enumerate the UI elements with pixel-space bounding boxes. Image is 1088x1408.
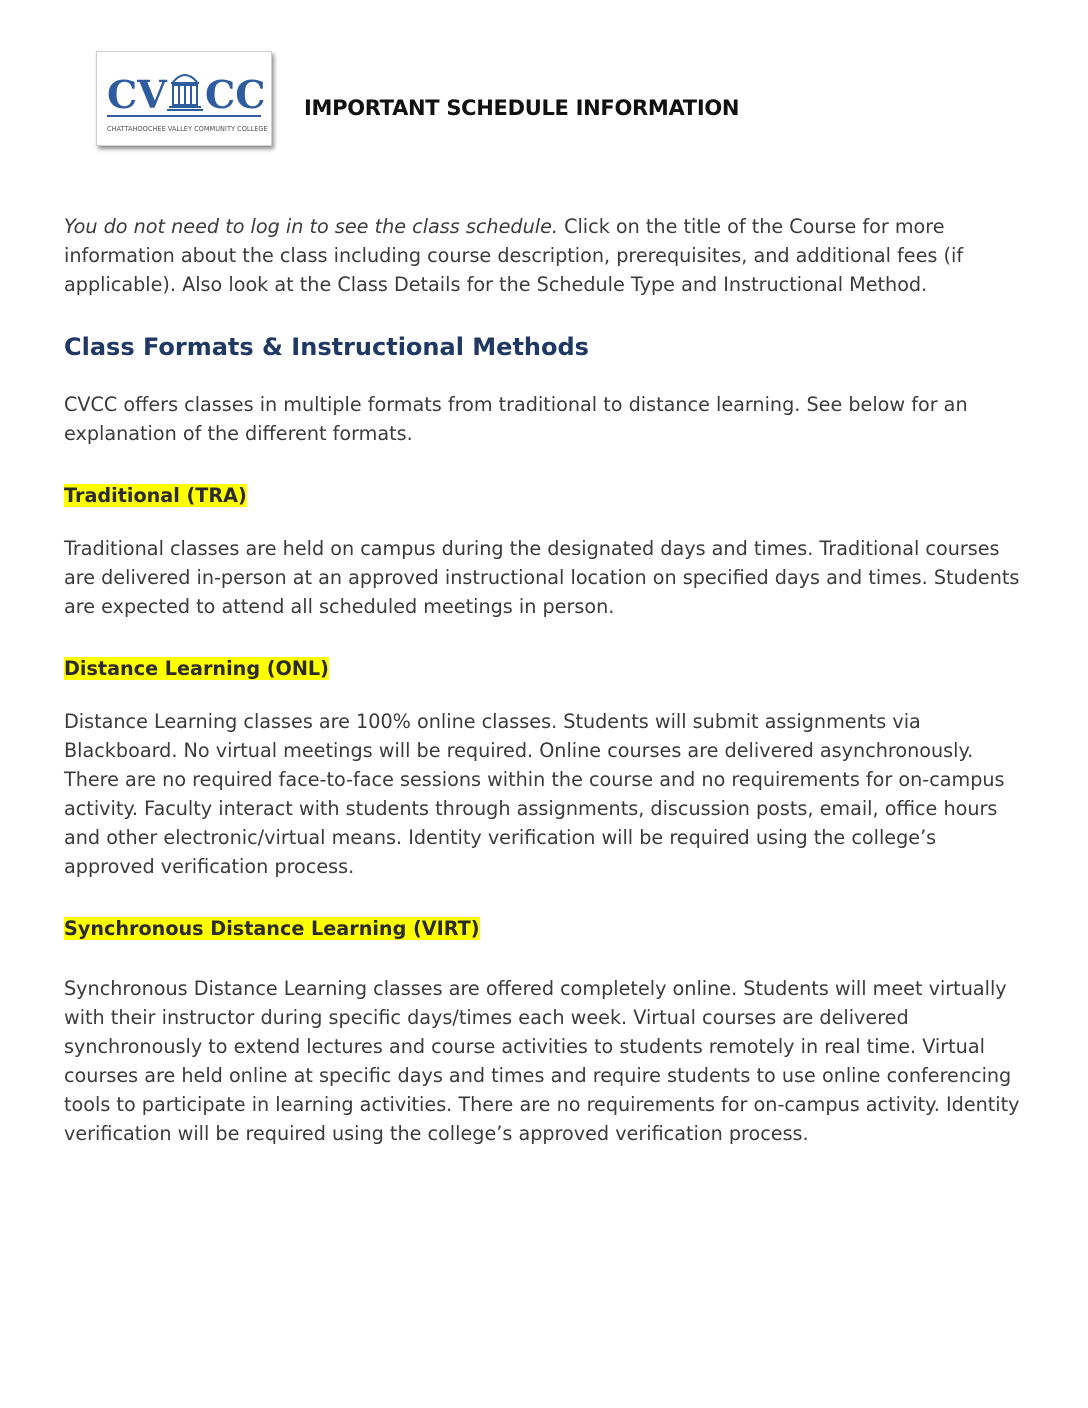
format-body-online: Distance Learning classes are 100% online classes. Students will submit assignments via Blackboard. No virtual meetings will be required. Online courses are delivered asynchronously. There are no required face-to-face sessions within the course and no requirements for on-campus activity. Faculty interact with students through assignments, discussion posts, email, office hours and other electronic/virtual means. Identity verification will be required using the college’s approved verification process.: [64, 710, 1005, 878]
format-body-traditional: Traditional classes are held on campus during the designated days and times. Traditional courses are delivered in-person at an approved instructional location on specified days and times. Students are expected to attend all scheduled meetings in person.: [64, 537, 1020, 618]
page-title: IMPORTANT SCHEDULE INFORMATION: [304, 96, 740, 120]
college-logo: [96, 51, 272, 146]
intro-paragraph: [64, 212, 1029, 299]
svg-text:CC: CC: [205, 72, 266, 117]
intro-italic: You do not need to log in to see the class schedule.: [64, 215, 558, 238]
format-heading-online: Distance Learning (ONL): [64, 657, 329, 680]
format-heading-virtual: Synchronous Distance Learning (VIRT): [64, 917, 480, 940]
svg-text:CV: CV: [107, 72, 167, 117]
logo-subtext: CHATTAHOOCHEE VALLEY COMMUNITY COLLEGE: [107, 125, 268, 133]
section-heading: Class Formats & Instructional Methods: [64, 333, 589, 361]
section-intro: CVCC offers classes in multiple formats from traditional to distance learning. See below for an explanation of the different formats.: [64, 393, 968, 445]
intro-rest: Click on the title of the Course for more information about the class including course description, prerequisites, and additional fees (if applicable). Also look at the Class Details for the Schedule Type and Instructional Method.: [64, 215, 964, 296]
format-heading-traditional: Traditional (TRA): [64, 484, 247, 507]
format-body-virtual: Synchronous Distance Learning classes are offered completely online. Students will meet virtually with their instructor during specific days/times each week. Virtual courses are delivered synchronously to extend lectures and course activities to students remotely in real time. Virtual courses are held online at specific days and times and require students to use online conferencing tools to participate in learning activities. There are no requirements for on-campus activity. Identity verification will be required using the college’s approved verification process.: [64, 977, 1020, 1145]
